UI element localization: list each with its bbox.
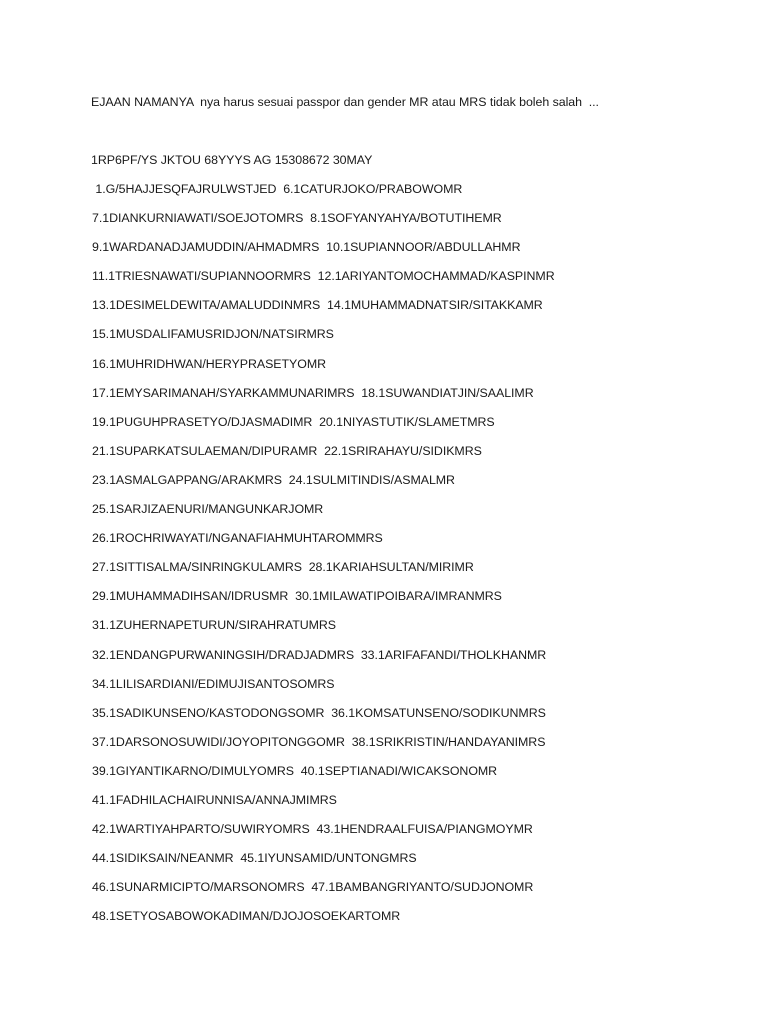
passenger-line: 26.1ROCHRIWAYATI/NGANAFIAHMUHTAROMMRS [92, 531, 383, 546]
passenger-line: 44.1SIDIKSAIN/NEANMR 45.1IYUNSAMID/UNTONGMRS [92, 851, 417, 866]
passenger-line: 32.1ENDANGPURWANINGSIH/DRADJADMRS 33.1ARIFAFANDI/THOLKHANMR [92, 647, 547, 662]
passenger-line: 37.1DARSONOSUWIDI/JOYOPITONGGOMR 38.1SRIKRISTIN/HANDAYANIMRS [92, 734, 546, 749]
booking-record-line: 1RP6PF/YS JKTOU 68YYYS AG 15308672 30MAY [91, 153, 373, 167]
passenger-line: 23.1ASMALGAPPANG/ARAKMRS 24.1SULMITINDIS/ASMALMR [92, 472, 455, 487]
passenger-line: 11.1TRIESNAWATI/SUPIANNOORMRS 12.1ARIYANTOMOCHAMMAD/KASPINMR [92, 269, 555, 284]
passenger-line: 29.1MUHAMMADIHSAN/IDRUSMR 30.1MILAWATIPOIBARA/IMRANMRS [92, 589, 502, 604]
passenger-line: 41.1FADHILACHAIRUNNISA/ANNAJMIMRS [92, 792, 337, 807]
passenger-list [92, 182, 555, 938]
passenger-line: 21.1SUPARKATSULAEMAN/DIPURAMR 22.1SRIRAHAYU/SIDIKMRS [92, 443, 482, 458]
passenger-line: 35.1SADIKUNSENO/KASTODONGSOMR 36.1KOMSATUNSENO/SODIKUNMRS [92, 705, 546, 720]
passenger-line: 42.1WARTIYAHPARTO/SUWIRYOMRS 43.1HENDRAALFUISA/PIANGMOYMR [92, 822, 533, 837]
passenger-line: 27.1SITTISALMA/SINRINGKULAMRS 28.1KARIAHSULTAN/MIRIMR [92, 560, 474, 575]
passenger-line: 31.1ZUHERNAPETURUN/SIRAHRATUMRS [92, 618, 336, 633]
passenger-line: 25.1SARJIZAENURI/MANGUNKARJOMR [92, 502, 324, 517]
passenger-line: 17.1EMYSARIMANAH/SYARKAMMUNARIMRS 18.1SUWANDIATJIN/SAALIMR [92, 385, 534, 400]
passenger-line: 7.1DIANKURNIAWATI/SOEJOTOMRS 8.1SOFYANYAHYA/BOTUTIHEMR [92, 211, 502, 226]
passenger-line: 9.1WARDANADJAMUDDIN/AHMADMRS 10.1SUPIANNOOR/ABDULLAHMR [92, 240, 521, 255]
passenger-line: 16.1MUHRIDHWAN/HERYPRASETYOMR [92, 356, 327, 371]
passenger-line: 1.G/5HAJJESQFAJRULWSTJED 6.1CATURJOKO/PRABOWOMR [92, 182, 463, 196]
passenger-line: 19.1PUGUHPRASETYO/DJASMADIMR 20.1NIYASTUTIK/SLAMETMRS [92, 414, 495, 429]
intro-note: EJAAN NAMANYA nya harus sesuai passpor dan gender MR atau MRS tidak boleh salah ... [91, 95, 599, 109]
passenger-line: 13.1DESIMELDEWITA/AMALUDDINMRS 14.1MUHAMMADNATSIR/SITAKKAMR [92, 298, 543, 313]
passenger-line: 46.1SUNARMICIPTO/MARSONOMRS 47.1BAMBANGRIYANTO/SUDJONOMR [92, 880, 534, 895]
passenger-line: 39.1GIYANTIKARNO/DIMULYOMRS 40.1SEPTIANADI/WICAKSONOMR [92, 763, 498, 778]
passenger-line: 15.1MUSDALIFAMUSRIDJON/NATSIRMRS [92, 327, 334, 342]
passenger-line: 34.1LILISARDIANI/EDIMUJISANTOSOMRS [92, 676, 335, 691]
passenger-line: 48.1SETYOSABOWOKADIMAN/DJOJOSOEKARTOMR [92, 909, 401, 924]
